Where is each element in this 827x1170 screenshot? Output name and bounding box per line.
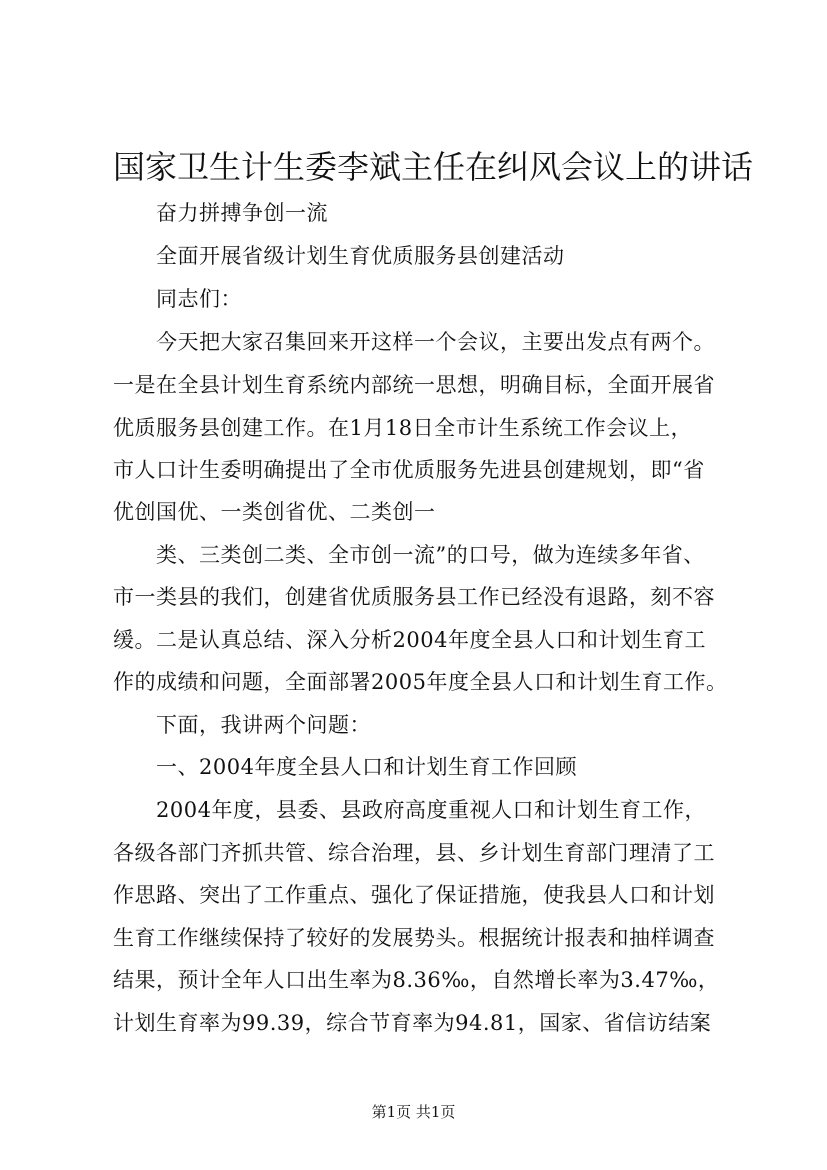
body-line: 优质服务县创建工作。在1月18日全市计生系统工作会议上， <box>113 416 693 440</box>
body-line: 计划生育率为99.39，综合节育率为94.81，国家、省信访结案 <box>113 1011 712 1035</box>
body-line: 市一类县的我们，创建省优质服务县工作已经没有退路，刻不容 <box>113 585 715 609</box>
body-line: 2004年度，县委、县政府高度重视人口和计划生育工作， <box>156 798 706 822</box>
body-line: 结果，预计全年人口出生率为8.36‰，自然增长率为3.47‰， <box>113 968 720 992</box>
body-line: 作的成绩和问题，全面部署2005年度全县人口和计划生育工作。 <box>113 670 728 694</box>
page-footer: 第1页 共1页 <box>371 1103 456 1121</box>
body-line: 今天把大家召集回来开这样一个会议，主要出发点有两个。 <box>156 330 715 354</box>
body-line: 一是在全县计划生育系统内部统一思想，明确目标，全面开展省 <box>113 373 715 397</box>
body-line: 下面，我讲两个问题： <box>156 713 371 737</box>
salutation: 同志们： <box>156 287 242 311</box>
body-line: 优创国优、一类创省优、二类创一 <box>113 500 436 524</box>
body-line: 生育工作继续保持了较好的发展势头。根据统计报表和抽样调查 <box>113 926 715 950</box>
body-line: 缓。二是认真总结、深入分析2004年度全县人口和计划生育工 <box>113 628 706 652</box>
body-line: 各级各部门齐抓共管、综合治理，县、乡计划生育部门理清了工 <box>113 841 715 865</box>
body-line: 市人口计生委明确提出了全市优质服务先进县创建规划，即“省 <box>113 458 705 482</box>
body-line: 作思路、突出了工作重点、强化了保证措施，使我县人口和计划 <box>113 883 715 907</box>
document-title: 国家卫生计生委李斌主任在纠风会议上的讲话 <box>113 148 754 186</box>
body-line: 类、三类创二类、全市创一流”的口号，做为连续多年省、 <box>156 543 705 567</box>
subtitle-line-1: 奋力拼搏争创一流 <box>156 201 328 225</box>
subtitle-line-2: 全面开展省级计划生育优质服务县创建活动 <box>156 244 565 268</box>
section-heading: 一、2004年度全县人口和计划生育工作回顾 <box>156 755 577 779</box>
